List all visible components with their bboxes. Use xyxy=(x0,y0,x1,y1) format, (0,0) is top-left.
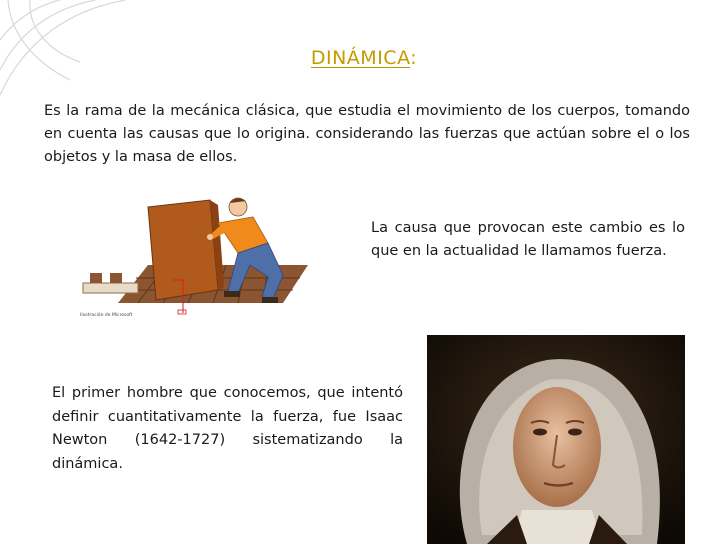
newton-portrait xyxy=(427,335,685,544)
cause-paragraph: La causa que provocan este cambio es lo que en la actualidad le llamamos fuerza. xyxy=(371,220,685,259)
newton-paragraph: El primer hombre que conocemos, que intentó definir cuantitativamente la fuerza, fue Isaac Newton (1642-1727) sistematizando la dinámica. xyxy=(52,385,403,472)
clipart-caption: Ilustración de Microsoft xyxy=(80,313,133,318)
title-colon: : xyxy=(410,47,418,69)
title-text: DINÁMICA xyxy=(310,47,411,69)
man-pushing-box-clipart xyxy=(78,195,308,325)
intro-paragraph: Es la rama de la mecánica clásica, que estudia el movimiento de los cuerpos, tomando en cuenta las causas que lo origina. considerando las fuerzas que actúan sobre el o los objetos y la masa de ellos. xyxy=(44,103,690,165)
slide-title xyxy=(0,47,728,69)
